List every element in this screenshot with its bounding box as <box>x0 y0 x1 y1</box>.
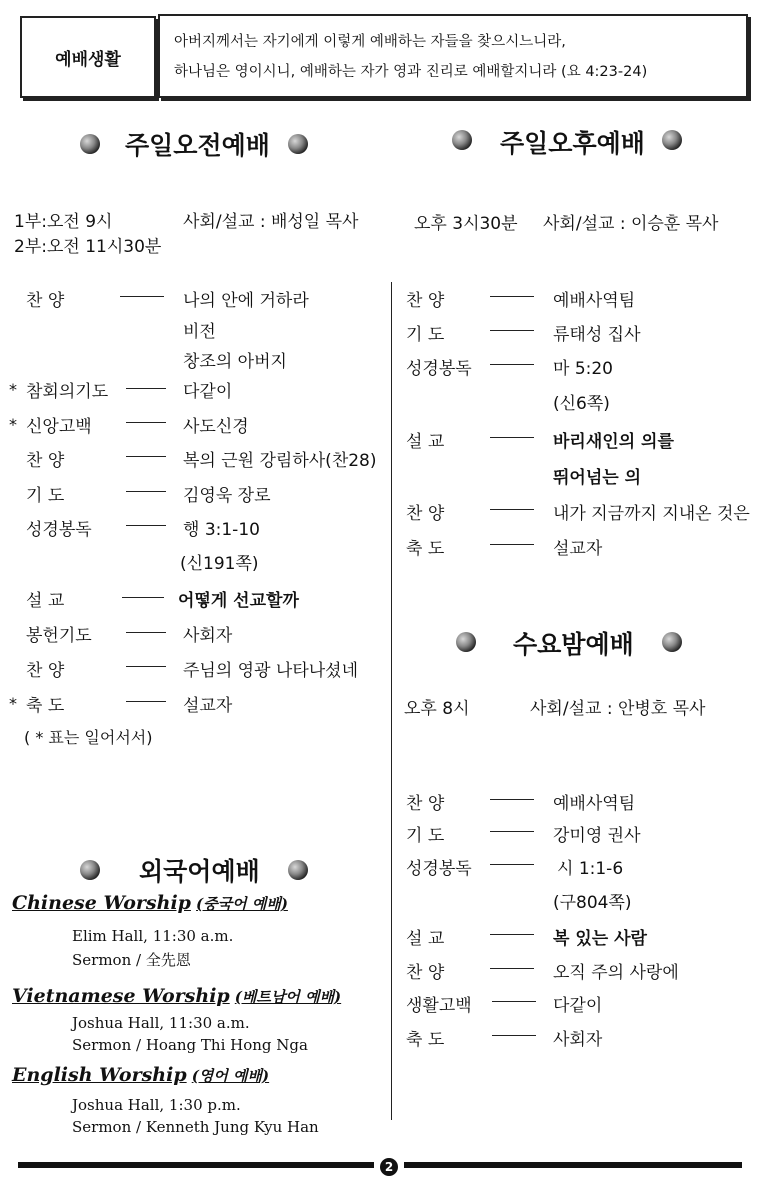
am-item-value: (신191쪽) <box>180 554 259 574</box>
dash-line <box>126 422 166 423</box>
pm-item-value: 설교자 <box>553 539 603 559</box>
wed-item-value: 다같이 <box>553 996 603 1016</box>
am-item-label: 신앙고백 <box>26 417 92 437</box>
foreign-service-heading <box>12 985 341 1007</box>
bullet-ball-icon <box>456 632 476 652</box>
service-name-korean: (중국어 예배) <box>196 895 288 913</box>
dash-line <box>126 456 166 457</box>
pm-item-value: 예배사역팀 <box>553 291 636 311</box>
sunday-am-title: 주일오전예배 <box>125 131 270 160</box>
am-item-value: 행 3:1-10 <box>183 520 260 540</box>
dash-line <box>490 831 534 832</box>
dash-line <box>492 1001 536 1002</box>
am-item-value: 김영욱 장로 <box>183 486 271 506</box>
dash-line <box>122 597 164 598</box>
am-item-label: 축 도 <box>26 696 65 716</box>
am-item-label: 찬 양 <box>26 451 65 471</box>
bullet-ball-icon <box>80 860 100 880</box>
wed-time: 오후 8시 <box>404 699 470 719</box>
wed-item-value: 예배사역팀 <box>553 794 636 814</box>
am-item-value: 나의 안에 거하라 <box>183 291 309 311</box>
dash-line <box>490 330 534 331</box>
am-sermon-title: 어떻게 선교할까 <box>178 591 299 611</box>
foreign-service-heading <box>12 1064 269 1086</box>
service-preacher: Sermon / 全先恩 <box>72 951 191 969</box>
bullet-ball-icon <box>288 860 308 880</box>
am-item-value: 사도신경 <box>183 417 249 437</box>
pm-item-value: 류태성 집사 <box>553 325 641 345</box>
column-divider <box>391 282 392 1120</box>
pm-item-label: 성경봉독 <box>406 359 472 379</box>
dash-line <box>490 799 534 800</box>
bullet-ball-icon <box>80 134 100 154</box>
wed-item-value: 오직 주의 사랑에 <box>553 963 679 983</box>
am-item-label: 봉헌기도 <box>26 626 92 646</box>
service-name-korean: (영어 예배) <box>191 1067 270 1085</box>
am-item-label: 찬 양 <box>26 661 65 681</box>
wednesday-title: 수요밤예배 <box>513 630 634 659</box>
dash-line <box>490 934 534 935</box>
pm-time: 오후 3시30분 <box>414 214 518 234</box>
am-time-2: 2부:오전 11시30분 <box>14 237 162 257</box>
standing-mark: * <box>9 694 17 713</box>
standing-mark: * <box>9 380 17 399</box>
dash-line <box>490 437 534 438</box>
dash-line <box>126 388 166 389</box>
dash-line <box>490 544 534 545</box>
page-number: 2 <box>380 1158 398 1176</box>
service-name-korean: (베트남어 예배) <box>234 988 342 1006</box>
bullet-ball-icon <box>288 134 308 154</box>
dash-line <box>490 864 534 865</box>
pm-sermon-title-cont: 뛰어넘는 의 <box>553 468 642 488</box>
pm-item-value: 내가 지금까지 지내온 것은 <box>553 504 750 524</box>
sunday-pm-title: 주일오후예배 <box>500 129 645 158</box>
wed-item-value: (구804쪽) <box>553 893 632 913</box>
am-item-value: 비전 <box>183 322 216 342</box>
pm-item-label: 찬 양 <box>406 504 445 524</box>
dash-line <box>126 491 166 492</box>
am-item-value: 창조의 아버지 <box>183 352 287 372</box>
am-item-value: 사회자 <box>183 626 233 646</box>
bullet-ball-icon <box>452 130 472 150</box>
am-item-label: 기 도 <box>26 486 65 506</box>
verse-box <box>158 14 748 98</box>
bullet-ball-icon <box>662 632 682 652</box>
section-tag-label: 예배생활 <box>55 49 121 70</box>
service-preacher: Sermon / Hoang Thi Hong Nga <box>72 1036 308 1054</box>
dash-line <box>490 364 534 365</box>
wed-item-label: 성경봉독 <box>406 859 472 879</box>
pm-item-value: 마 5:20 <box>553 359 614 379</box>
service-place: Joshua Hall, 11:30 a.m. <box>72 1014 250 1032</box>
pm-leader: 사회/설교 : 이승훈 목사 <box>543 214 719 234</box>
service-preacher: Sermon / Kenneth Jung Kyu Han <box>72 1118 319 1136</box>
wed-item-label: 기 도 <box>406 826 445 846</box>
pm-item-label: 찬 양 <box>406 291 445 311</box>
standing-note: ( * 표는 일어서서) <box>24 728 153 747</box>
verse-line-2: 하나님은 영이시니, 예배하는 자가 영과 진리로 예배할지니라 (요 4:23-24) <box>174 64 648 80</box>
pm-item-label: 설 교 <box>406 432 445 452</box>
dash-line <box>126 632 166 633</box>
am-item-label: 설 교 <box>26 591 65 611</box>
bullet-ball-icon <box>662 130 682 150</box>
wed-item-label: 찬 양 <box>406 963 445 983</box>
footer-rule-right <box>404 1162 742 1168</box>
am-time-1: 1부:오전 9시 <box>14 212 113 232</box>
am-item-value: 설교자 <box>183 696 233 716</box>
wed-item-label: 축 도 <box>406 1030 445 1050</box>
wed-item-value: 강미영 권사 <box>553 826 641 846</box>
am-leader: 사회/설교 : 배성일 목사 <box>183 212 359 232</box>
dash-line <box>126 525 166 526</box>
pm-sermon-title: 바리새인의 의를 <box>553 432 674 452</box>
am-item-label: 성경봉독 <box>26 520 92 540</box>
wed-item-label: 설 교 <box>406 929 445 949</box>
service-place: Elim Hall, 11:30 a.m. <box>72 927 234 945</box>
am-item-value: 주님의 영광 나타나셨네 <box>183 661 359 681</box>
am-item-value: 다같이 <box>183 382 233 402</box>
pm-item-value: (신6쪽) <box>553 394 610 414</box>
dash-line <box>492 1035 536 1036</box>
am-item-value: 복의 근원 강림하사(찬28) <box>183 451 377 471</box>
pm-item-label: 기 도 <box>406 325 445 345</box>
verse-line-1: 아버지께서는 자기에게 이렇게 예배하는 자들을 찾으시느니라, <box>174 34 566 50</box>
pm-item-label: 축 도 <box>406 539 445 559</box>
wed-leader: 사회/설교 : 안병호 목사 <box>530 699 706 719</box>
am-item-label: 참회의기도 <box>26 382 109 402</box>
section-tag <box>20 16 156 98</box>
dash-line <box>490 509 534 510</box>
dash-line <box>490 296 534 297</box>
service-name: Vietnamese Worship <box>12 985 230 1007</box>
footer-rule-left <box>18 1162 374 1168</box>
wed-item-label: 생활고백 <box>406 996 472 1016</box>
service-name: Chinese Worship <box>12 892 191 914</box>
dash-line <box>120 296 164 297</box>
wed-sermon-title: 복 있는 사람 <box>553 929 647 949</box>
service-name: English Worship <box>12 1064 187 1086</box>
foreign-title: 외국어예배 <box>139 857 260 886</box>
am-item-label: 찬 양 <box>26 291 65 311</box>
dash-line <box>126 701 166 702</box>
standing-mark: * <box>9 415 17 434</box>
dash-line <box>490 968 534 969</box>
wed-item-label: 찬 양 <box>406 794 445 814</box>
wed-item-value: 사회자 <box>553 1030 603 1050</box>
service-place: Joshua Hall, 1:30 p.m. <box>72 1096 241 1114</box>
wed-item-value: 시 1:1-6 <box>557 859 624 879</box>
dash-line <box>126 666 166 667</box>
foreign-service-heading <box>12 892 288 914</box>
